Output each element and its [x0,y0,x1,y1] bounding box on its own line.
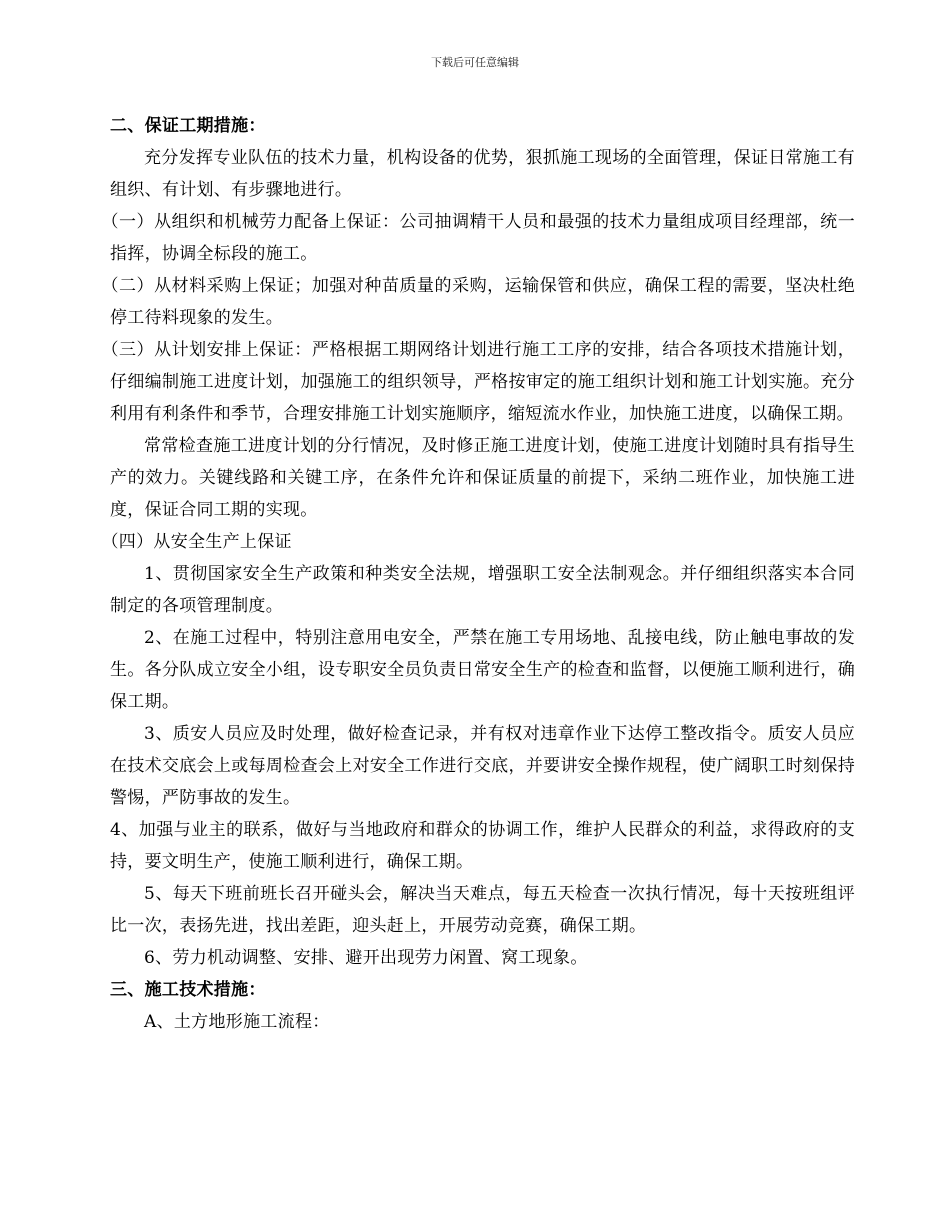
paragraph: 充分发挥专业队伍的技术力量，机构设备的优势，狠抓施工现场的全面管理，保证日常施工有组织、有计划、有步骤地进行。 [110,148,855,200]
section-heading: 二、保证工期措施： [110,116,266,136]
paragraph: 4、加强与业主的联系，做好与当地政府和群众的协调工作，维护人民群众的利益，求得政府的支持，要文明生产，使施工顺利进行，确保工期。 [110,820,855,872]
paragraph: 5、每天下班前班长召开碰头会，解决当天难点，每五天检查一次执行情况，每十天按班组评比一次，表扬先进，找出差距，迎头赶上，开展劳动竞赛，确保工期。 [110,884,855,936]
page-header: 下载后可任意编辑 [431,56,519,69]
paragraph: （四）从安全生产上保证 [101,532,292,552]
paragraph: （一）从组织和机械劳力配备上保证：公司抽调精干人员和最强的技术力量组成项目经理部，统一指挥，协调全标段的施工。 [101,212,855,264]
section-heading: 三、施工技术措施： [110,980,266,1000]
paragraph: 2、在施工过程中，特别注意用电安全，严禁在施工专用场地、乱接电线，防止触电事故的发生。各分队成立安全小组，设专职安全员负责日常安全生产的检查和监督，以便施工顺利进行，确保工期。 [110,628,855,712]
paragraph: （三）从计划安排上保证：严格根据工期网络计划进行施工工序的安排，结合各项技术措施计划，仔细编制施工进度计划，加强施工的组织领导，严格按审定的施工组织计划和施工计划实施。充分利用有利条件和季节，合理安排施工计划实施顺序，缩短流水作业，加快施工进度，以确保工期。 [101,340,855,424]
paragraph: （二）从材料采购上保证；加强对种苗质量的采购，运输保管和供应，确保工程的需要，坚决杜绝停工待料现象的发生。 [101,276,855,328]
document-body [101,110,855,1038]
paragraph: A、土方地形施工流程： [144,1012,330,1032]
paragraph: 常常检查施工进度计划的分行情况，及时修正施工进度计划，使施工进度计划随时具有指导生产的效力。关键线路和关键工序，在条件允许和保证质量的前提下，采纳二班作业，加快施工进度，保证合同工期的实现。 [110,436,855,520]
paragraph: 1、贯彻国家安全生产政策和种类安全法规，增强职工安全法制观念。并仔细组织落实本合同制定的各项管理制度。 [110,564,855,616]
paragraph: 3、质安人员应及时处理，做好检查记录，并有权对违章作业下达停工整改指令。质安人员应在技术交底会上或每周检查会上对安全工作进行交底，并要讲安全操作规程，使广阔职工时刻保持警惕，严防事故的发生。 [110,724,855,808]
paragraph: 6、劳力机动调整、安排、避开出现劳力闲置、窝工现象。 [144,948,588,968]
